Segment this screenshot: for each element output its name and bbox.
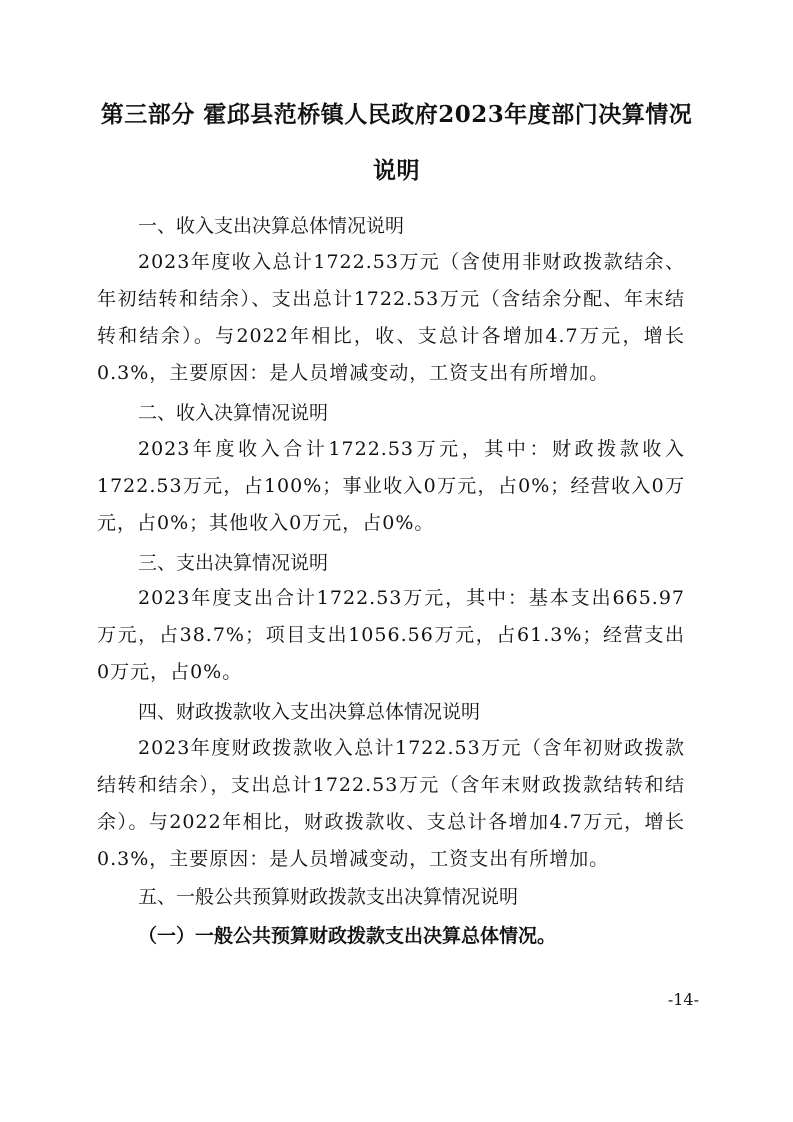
section-body-3: 2023年度支出合计1722.53万元，其中：基本支出665.97万元，占38.7%；项目支出1056.56万元，占61.3%；经营支出0万元，占0%。: [97, 587, 685, 683]
section-body-2: 2023年度收入合计1722.53万元，其中：财政拨款收入1722.53万元，占100%；事业收入0万元，占0%；经营收入0万元，占0%；其他收入0万元，占0%。: [97, 438, 685, 534]
page-title-continued: 说明: [373, 157, 420, 184]
sub-heading: （一）一般公共预算财政拨款支出决算总体情况。: [138, 925, 557, 947]
section-heading-1: 一、收入支出决算总体情况说明: [138, 215, 405, 237]
section-heading-3: 三、支出决算情况说明: [138, 552, 329, 574]
section-heading-5: 五、一般公共预算财政拨款支出决算情况说明: [138, 886, 519, 908]
section-heading-4: 四、财政拨款收入支出决算总体情况说明: [138, 701, 481, 723]
section-body-4: 2023年度财政拨款收入总计1722.53万元（含年初财政拨款结转和结余），支出总计1722.53万元（含年末财政拨款结转和结余）。与2022年相比，财政拨款收、支总计各增加4.7万元，增长0.3%，主要原因：是人员增减变动，工资支出有所增加。: [97, 737, 685, 870]
section-body-1: 2023年度收入总计1722.53万元（含使用非财政拨款结余、年初结转和结余）、支出总计1722.53万元（含结余分配、年末结转和结余）。与2022年相比，收、支总计各增加4.7万元，增长0.3%，主要原因：是人员增减变动，工资支出有所增加。: [97, 251, 685, 384]
page-title: 第三部分 霍邱县范桥镇人民政府2023年度部门决算情况: [100, 101, 693, 128]
page-number: -14-: [667, 990, 699, 1009]
section-heading-2: 二、收入决算情况说明: [138, 402, 329, 424]
